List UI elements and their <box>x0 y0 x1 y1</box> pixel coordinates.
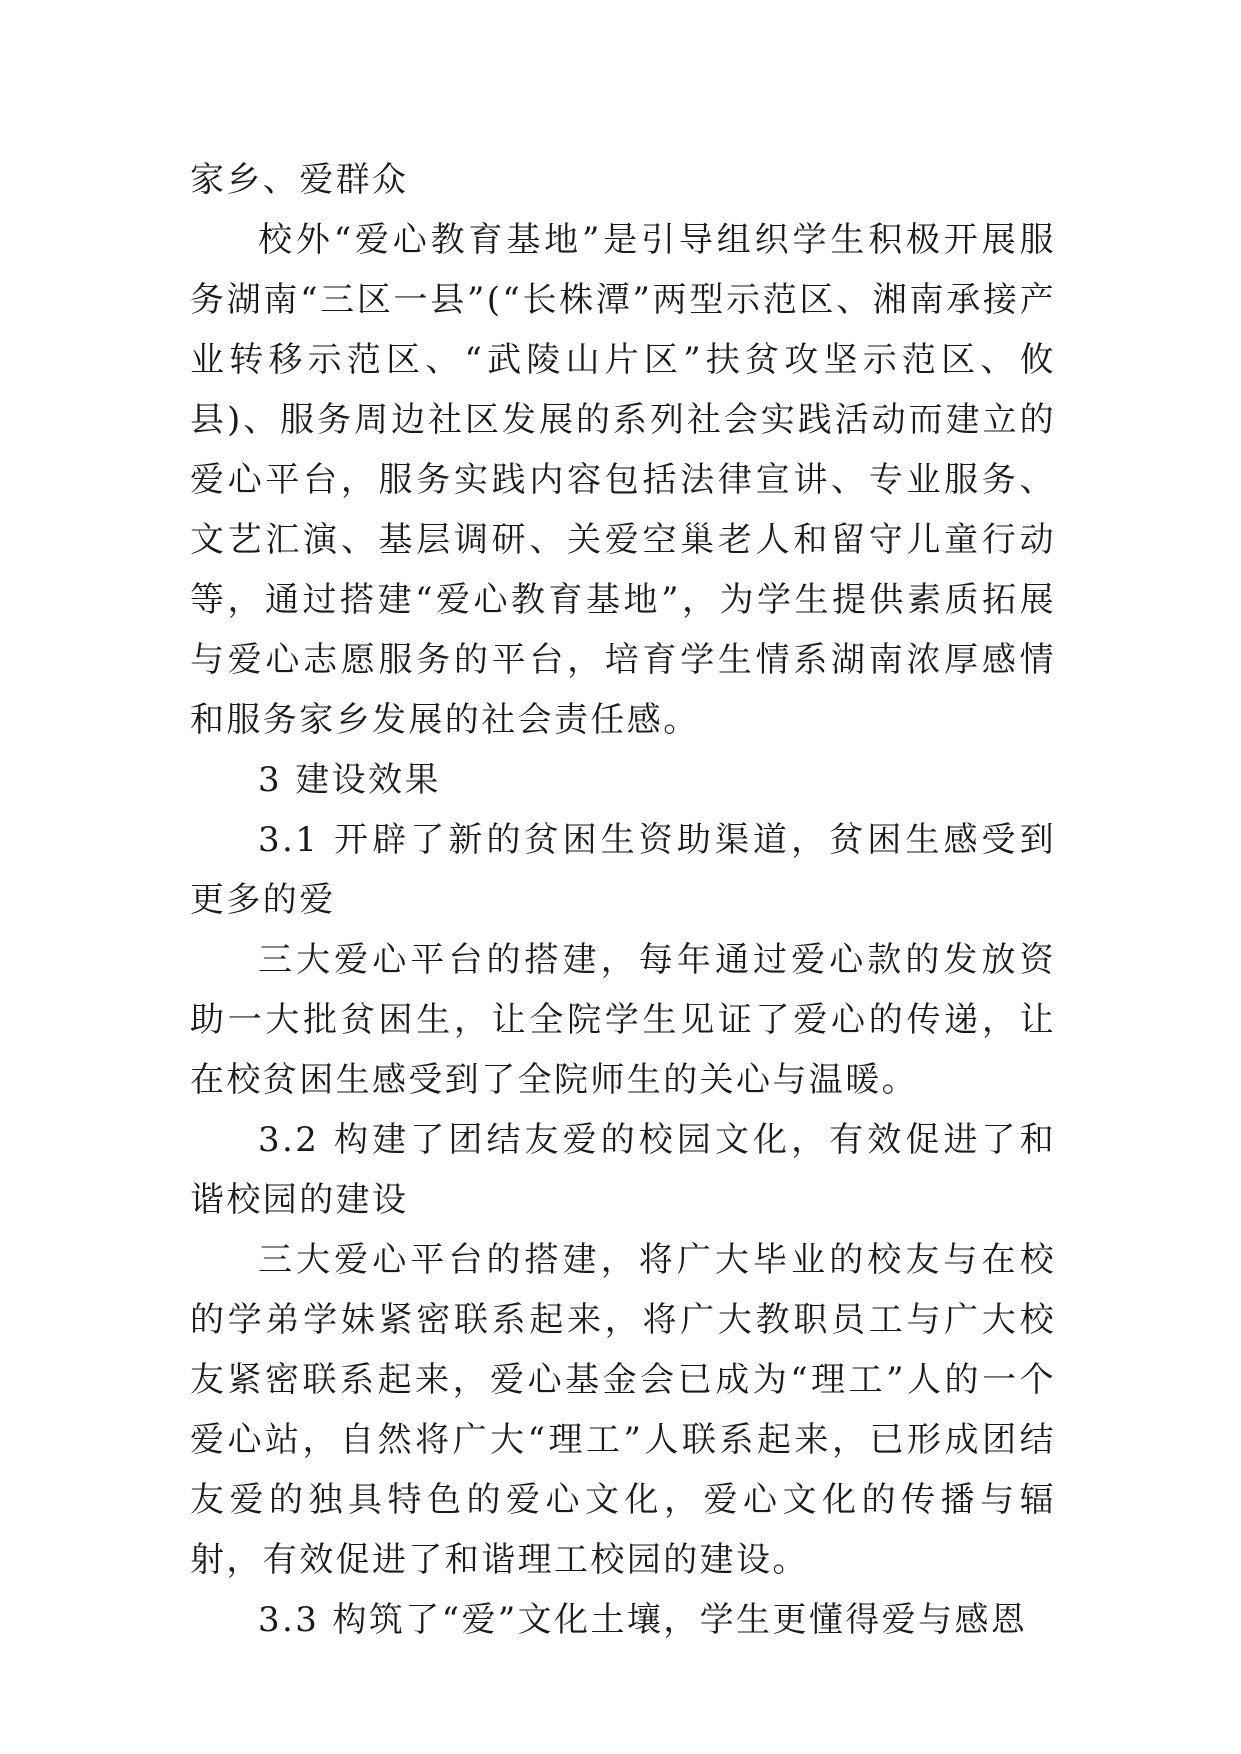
subsection-heading-3-3: 3.3 构筑了“爱”文化土壤，学生更懂得爱与感恩 <box>258 1600 1028 1640</box>
document-body <box>190 150 1056 1650</box>
paragraph-campus-culture: 三大爱心平台的搭建，将广大毕业的校友与在校的学弟学妹紧密联系起来，将广大教职员工与广大校友紧密联系起来，爱心基金会已成为“理工”人的一个爱心站，自然将广大“理工”人联系起来，已形成团结友爱的独具特色的爱心文化，爱心文化的传播与辐射，有效促进了和谐理工校园的建设。 <box>190 1240 1056 1580</box>
section-heading-3: 3 建设效果 <box>258 760 441 800</box>
subsection-heading-3-2: 3.2 构建了团结友爱的校园文化，有效促进了和谐校园的建设 <box>190 1120 1056 1220</box>
paragraph-love-education-base: 校外“爱心教育基地”是引导组织学生积极开展服务湖南“三区一县”(“长株潭”两型示范区、湘南承接产业转移示范区、“武陵山片区”扶贫攻坚示范区、攸县)、服务周边社区发展的系列社会实践活动而建立的爱心平台，服务实践内容包括法律宣讲、专业服务、文艺汇演、基层调研、关爱空巢老人和留守儿童行动等，通过搭建“爱心教育基地”，为学生提供素质拓展与爱心志愿服务的平台，培育学生情系湖南浓厚感情和服务家乡发展的社会责任感。 <box>190 220 1056 740</box>
subsection-heading-3-1: 3.1 开辟了新的贫困生资助渠道，贫困生感受到更多的爱 <box>190 820 1056 920</box>
paragraph-funding-channel: 三大爱心平台的搭建，每年通过爱心款的发放资助一大批贫困生，让全院学生见证了爱心的传递，让在校贫困生感受到了全院师生的关心与温暖。 <box>190 940 1056 1100</box>
paragraph-continuation: 家乡、爱群众 <box>190 160 409 200</box>
